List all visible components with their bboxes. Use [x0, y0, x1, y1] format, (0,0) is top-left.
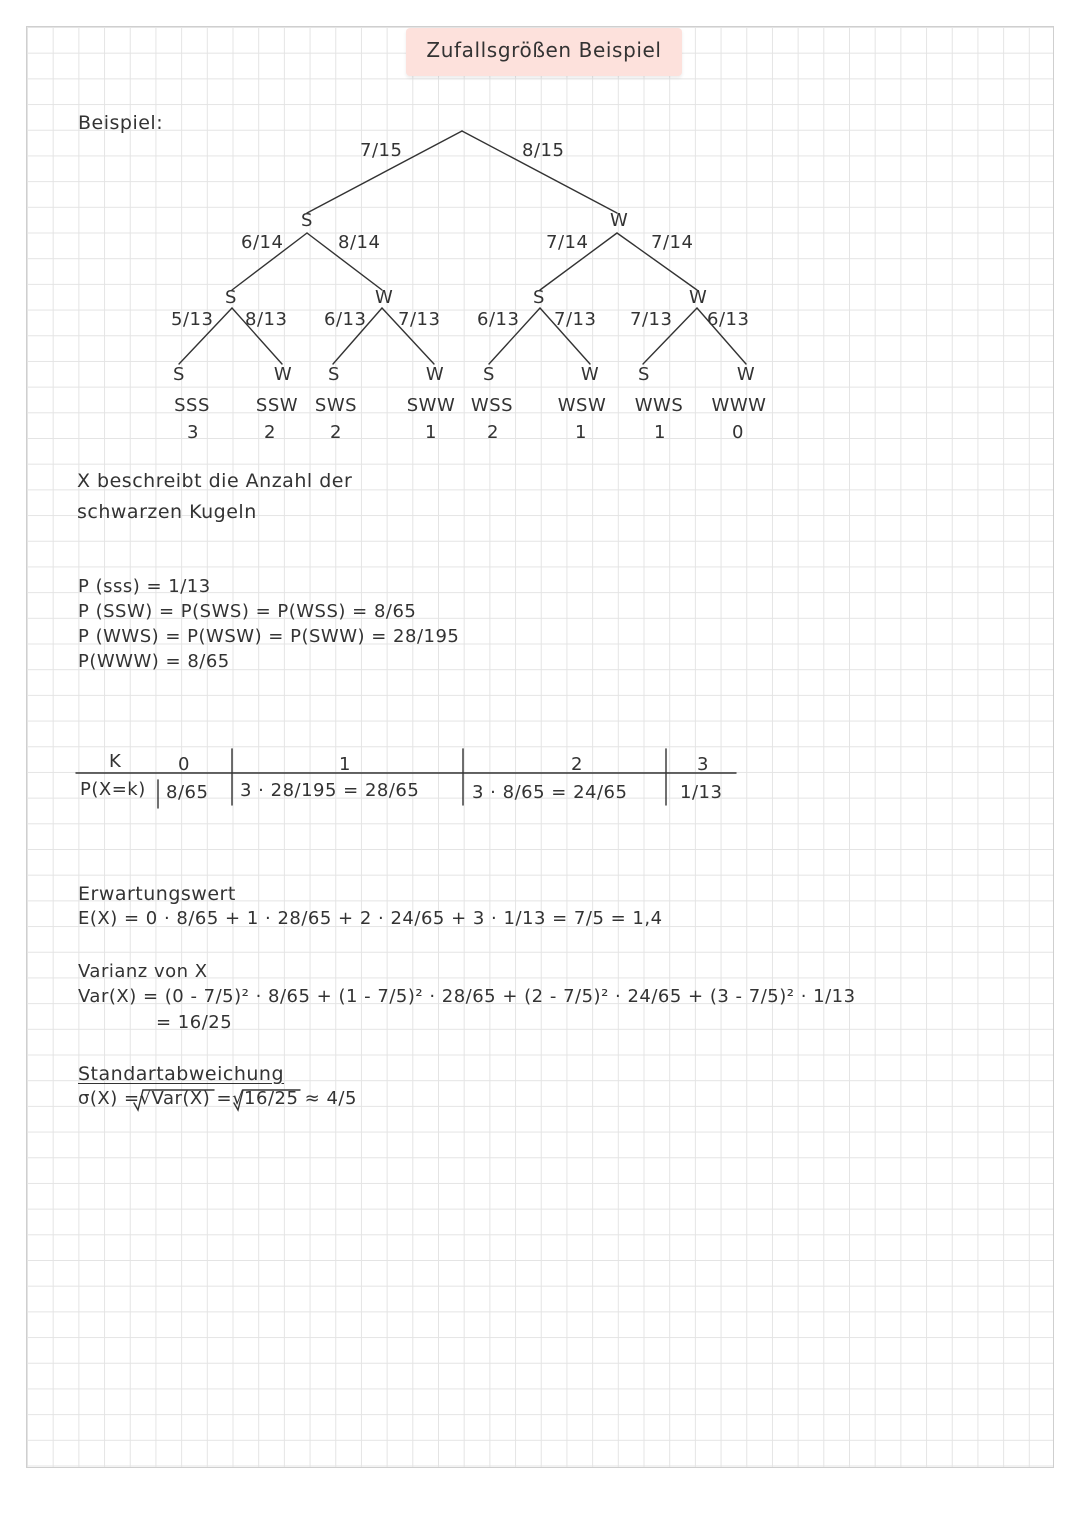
- prob-root-w: 8/15: [522, 140, 565, 161]
- std-heading: Standartabweichung: [78, 1063, 285, 1085]
- node-ss: S: [225, 287, 237, 308]
- node-w: W: [610, 210, 629, 231]
- prob-s-w: 8/14: [338, 232, 381, 253]
- leaf-x-value: 2: [487, 422, 499, 443]
- title-banner: [406, 28, 682, 76]
- std-formula: σ(X) =√Var(X) =√16/25 ≈ 4/5: [78, 1088, 357, 1109]
- leaf-node: W: [425, 364, 445, 385]
- prob-ww-w: 6/13: [707, 309, 750, 330]
- leaf-node: S: [483, 364, 495, 385]
- leaf-outcome: WWS: [634, 395, 684, 416]
- table-k-value: 1: [339, 754, 351, 775]
- table-p-value: 8/65: [166, 782, 209, 803]
- table-header-k: K: [109, 751, 122, 772]
- prob-s-s: 6/14: [241, 232, 284, 253]
- prob-sw-s: 6/13: [324, 309, 367, 330]
- table-p-value: 1/13: [680, 782, 723, 803]
- table-p-value: 3 · 28/195 = 28/65: [240, 780, 420, 801]
- description-line-1: X beschreibt die Anzahl der: [77, 470, 353, 492]
- leaf-node: W: [273, 364, 293, 385]
- node-ww: W: [689, 287, 708, 308]
- page-title: Zufallsgrößen Beispiel: [426, 38, 662, 62]
- prob-root-s: 7/15: [360, 140, 403, 161]
- leaf-node: W: [580, 364, 600, 385]
- leaf-outcome: SSS: [174, 395, 210, 416]
- variance-result: = 16/25: [156, 1012, 233, 1033]
- node-s: S: [301, 210, 313, 231]
- table-k-value: 3: [697, 754, 709, 775]
- variance-formula: Var(X) = (0 - 7/5)² · 8/65 + (1 - 7/5)² · 28/65 + (2 - 7/5)² · 24/65 + (3 - 7/5)² · 1/13: [78, 986, 856, 1007]
- leaf-x-value: 1: [654, 422, 666, 443]
- leaf-x-value: 2: [330, 422, 342, 443]
- prob-ws-w: 7/13: [554, 309, 597, 330]
- prob-line-2: P (SSW) = P(SWS) = P(WSS) = 8/65: [78, 601, 417, 622]
- leaf-x-value: 1: [575, 422, 587, 443]
- prob-line-4: P(WWW) = 8/65: [78, 651, 230, 672]
- leaf-x-value: 1: [425, 422, 437, 443]
- table-k-value: 0: [178, 754, 190, 775]
- prob-line-1: P (sss) = 1/13: [78, 576, 211, 597]
- prob-w-s: 7/14: [546, 232, 589, 253]
- prob-ss-s: 5/13: [171, 309, 214, 330]
- prob-sw-w: 7/13: [398, 309, 441, 330]
- prob-line-3: P (WWS) = P(WSW) = P(SWW) = 28/195: [78, 626, 460, 647]
- grid-paper: [26, 26, 1054, 1468]
- leaf-outcome: SSW: [255, 395, 299, 416]
- leaf-outcome: WSS: [470, 395, 514, 416]
- table-p-value: 3 · 8/65 = 24/65: [472, 782, 628, 803]
- node-sw: W: [375, 287, 394, 308]
- expectation-formula: E(X) = 0 · 8/65 + 1 · 28/65 + 2 · 24/65 + 3 · 1/13 = 7/5 = 1,4: [78, 908, 663, 929]
- table-k-value: 2: [571, 754, 583, 775]
- leaf-node: S: [328, 364, 340, 385]
- prob-ws-s: 6/13: [477, 309, 520, 330]
- leaf-node: W: [736, 364, 756, 385]
- leaf-node: S: [638, 364, 650, 385]
- variance-heading: Varianz von X: [78, 961, 208, 982]
- leaf-x-value: 3: [187, 422, 199, 443]
- leaf-node: S: [173, 364, 185, 385]
- node-ws: S: [533, 287, 545, 308]
- expectation-heading: Erwartungswert: [78, 883, 236, 905]
- leaf-x-value: 2: [264, 422, 276, 443]
- prob-w-w: 7/14: [651, 232, 694, 253]
- leaf-x-value: 0: [732, 422, 744, 443]
- leaf-outcome: SWS: [314, 395, 358, 416]
- leaf-outcome: WWW: [711, 395, 767, 416]
- description-line-2: schwarzen Kugeln: [77, 501, 257, 523]
- prob-ss-w: 8/13: [245, 309, 288, 330]
- leaf-outcome: SWW: [406, 395, 456, 416]
- table-header-p: P(X=k): [80, 779, 146, 800]
- leaf-outcome: WSW: [557, 395, 607, 416]
- beispiel-label: Beispiel:: [78, 112, 164, 134]
- prob-ww-s: 7/13: [630, 309, 673, 330]
